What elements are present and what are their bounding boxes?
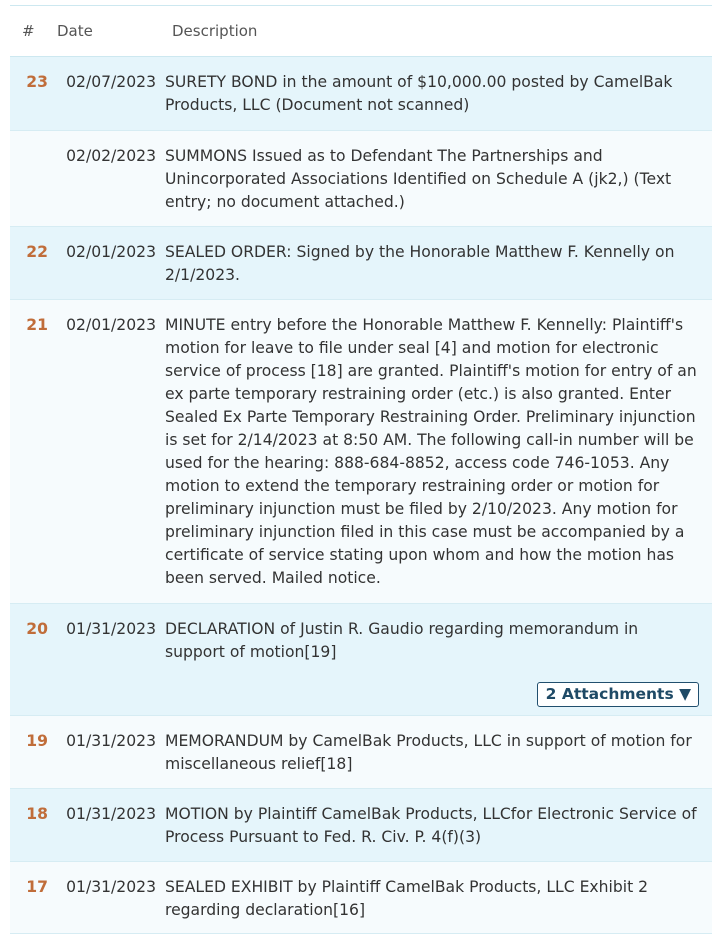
entry-number[interactable]: 22	[26, 243, 48, 261]
attachments-dropdown-button[interactable]: 2 Attachments ▼	[537, 682, 699, 707]
entry-number[interactable]: 18	[26, 805, 48, 823]
entry-number[interactable]: 20	[26, 620, 48, 638]
entry-number	[10, 145, 48, 226]
docket-entry	[10, 57, 712, 131]
docket-entry	[10, 300, 712, 604]
entry-date: 02/01/2023	[66, 316, 156, 334]
docket-entry	[10, 716, 712, 789]
entry-date: 01/31/2023	[66, 732, 156, 750]
entry-description: SURETY BOND in the amount of $10,000.00 posted by CamelBak Products, LLC (Document not scanned)	[165, 73, 673, 114]
entry-date: 02/02/2023	[66, 147, 156, 165]
entry-description: DECLARATION of Justin R. Gaudio regarding memorandum in support of motion[19]	[165, 620, 639, 661]
entry-number[interactable]: 17	[26, 878, 48, 896]
docket-entry	[10, 131, 712, 227]
header-date: Date	[57, 22, 93, 40]
docket-entry	[10, 227, 712, 300]
entry-number[interactable]: 19	[26, 732, 48, 750]
docket-entry	[10, 862, 712, 934]
entry-description: SEALED EXHIBIT by Plaintiff CamelBak Products, LLC Exhibit 2 regarding declaration[16]	[165, 878, 649, 919]
entry-date: 01/31/2023	[66, 805, 156, 823]
table-header	[10, 6, 712, 57]
docket-table	[10, 5, 712, 934]
entry-description: MEMORANDUM by CamelBak Products, LLC in support of motion for miscellaneous relief[18]	[165, 732, 692, 773]
docket-entry	[10, 789, 712, 862]
entry-number[interactable]: 21	[26, 316, 48, 334]
entry-description: MOTION by Plaintiff CamelBak Products, LLCfor Electronic Service of Process Pursuant to Fed. R. Civ. P. 4(f)(3)	[165, 805, 697, 846]
entry-description: SUMMONS Issued as to Defendant The Partnerships and Unincorporated Associations Identified on Schedule A (jk2,) (Text entry; no document attached.)	[165, 147, 672, 211]
entry-description: MINUTE entry before the Honorable Matthew F. Kennelly: Plaintiff's motion for leave to file under seal [4] and motion for electronic service of process [18] are granted. Plaintiff's motion for entry of an ex parte temporary restraining order (etc.) is also granted. Enter Sealed Ex Parte Temporary Restraining Order. Preliminary injunction is set for 2/14/2023 at 8:50 AM. The following call-in number will be used for the hearing: 888-684-8852, access code 746-1053. Any motion to extend the temporary restraining order or motion for preliminary injunction must be filed by 2/10/2023. Any motion for preliminary injunction filed in this case must be accompanied by a certificate of service stating upon whom and how the motion has been served. Mailed notice.	[165, 316, 697, 587]
header-number: #	[22, 22, 35, 40]
entry-date: 01/31/2023	[66, 878, 156, 896]
docket-entry	[10, 604, 712, 716]
header-description: Description	[172, 22, 258, 40]
entry-date: 01/31/2023	[66, 620, 156, 638]
entry-date: 02/07/2023	[66, 73, 156, 91]
entry-date: 02/01/2023	[66, 243, 156, 261]
entry-number[interactable]: 23	[26, 73, 48, 91]
entry-description: SEALED ORDER: Signed by the Honorable Matthew F. Kennelly on 2/1/2023.	[165, 243, 675, 284]
